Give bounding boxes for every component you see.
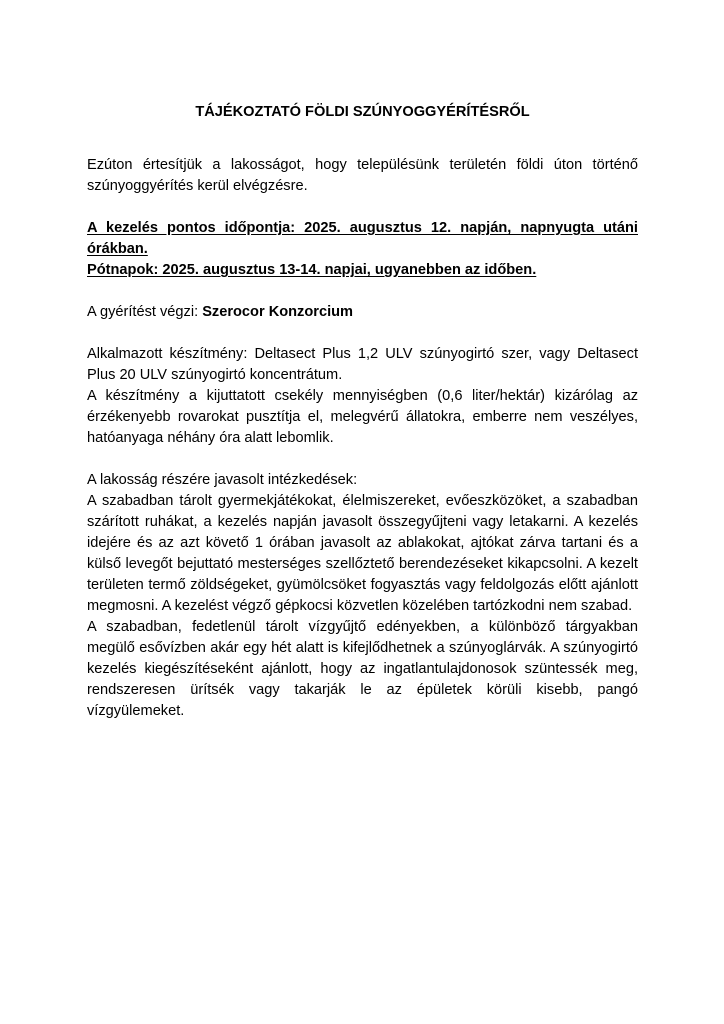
measures-paragraph: A szabadban tárolt gyermekjátékokat, élelmiszereket, evőeszközöket, a szabadban szárított ruhákat, a kezelés napján javasolt összegyűjteni vagy letakarni. A kezelés idejére és az azt követő 1 órában javasolt az ablakokat, ajtókat zárva tartani és a külső levegőt bejuttató mesterséges szellőztető berendezéseket kikapcsolni. A kezelt területen termő zöldségeket, gyümölcsöket fogyasztás vagy feldolgozás előtt ajánlott megmosni. A kezelést végző gépkocsi közvetlen közelében tartózkodni nem szabad. (87, 493, 638, 614)
intro-paragraph: Ezúton értesítjük a lakosságot, hogy településünk területén földi úton történő szúnyoggyérítés kerül elvégzésre. (87, 157, 638, 194)
document-content (87, 102, 638, 722)
prevention-paragraph: A szabadban, fedetlenül tárolt vízgyűjtő edényekben, a különböző tárgyakban megülő esővízben akár egy hét alatt is kifejlődhetnek a szúnyoglárvák. A szúnyogirtó kezelés kiegészítéseként ajánlott, hogy az ingatlantulajdonosok szüntessék meg, rendszeresen ürítsék vagy takarják le az épületek körüli kisebb, pangó vízgyülemeket. (87, 619, 638, 719)
document-title: TÁJÉKOZTATÓ FÖLDI SZÚNYOGGYÉRÍTÉSRŐL (195, 104, 530, 120)
performer-label: A gyérítést végzi: (87, 304, 203, 320)
treatment-date: A kezelés pontos időpontja: 2025. augusztus 12. napján, napnyugta utáni órákban. (87, 220, 638, 257)
safety-paragraph: A készítmény a kijuttatott csekély mennyiségben (0,6 liter/hektár) kizárólag az érzékenyebb rovarokat pusztítja el, melegvérű állatokra, emberre nem veszélyes, hatóanyaga néhány óra alatt lebomlik. (87, 388, 638, 446)
performer-line (87, 302, 638, 323)
performer-name: Szerocor Konzorcium (202, 304, 354, 320)
product-paragraph: Alkalmazott készítmény: Deltasect Plus 1,2 ULV szúnyogirtó szer, vagy Deltasect Plus 20 ULV szúnyogirtó koncentrátum. (87, 346, 638, 383)
measures-heading: A lakosság részére javasolt intézkedések: (87, 472, 358, 488)
backup-days: Pótnapok: 2025. augusztus 13-14. napjai, ugyanebben az időben. (87, 262, 537, 278)
